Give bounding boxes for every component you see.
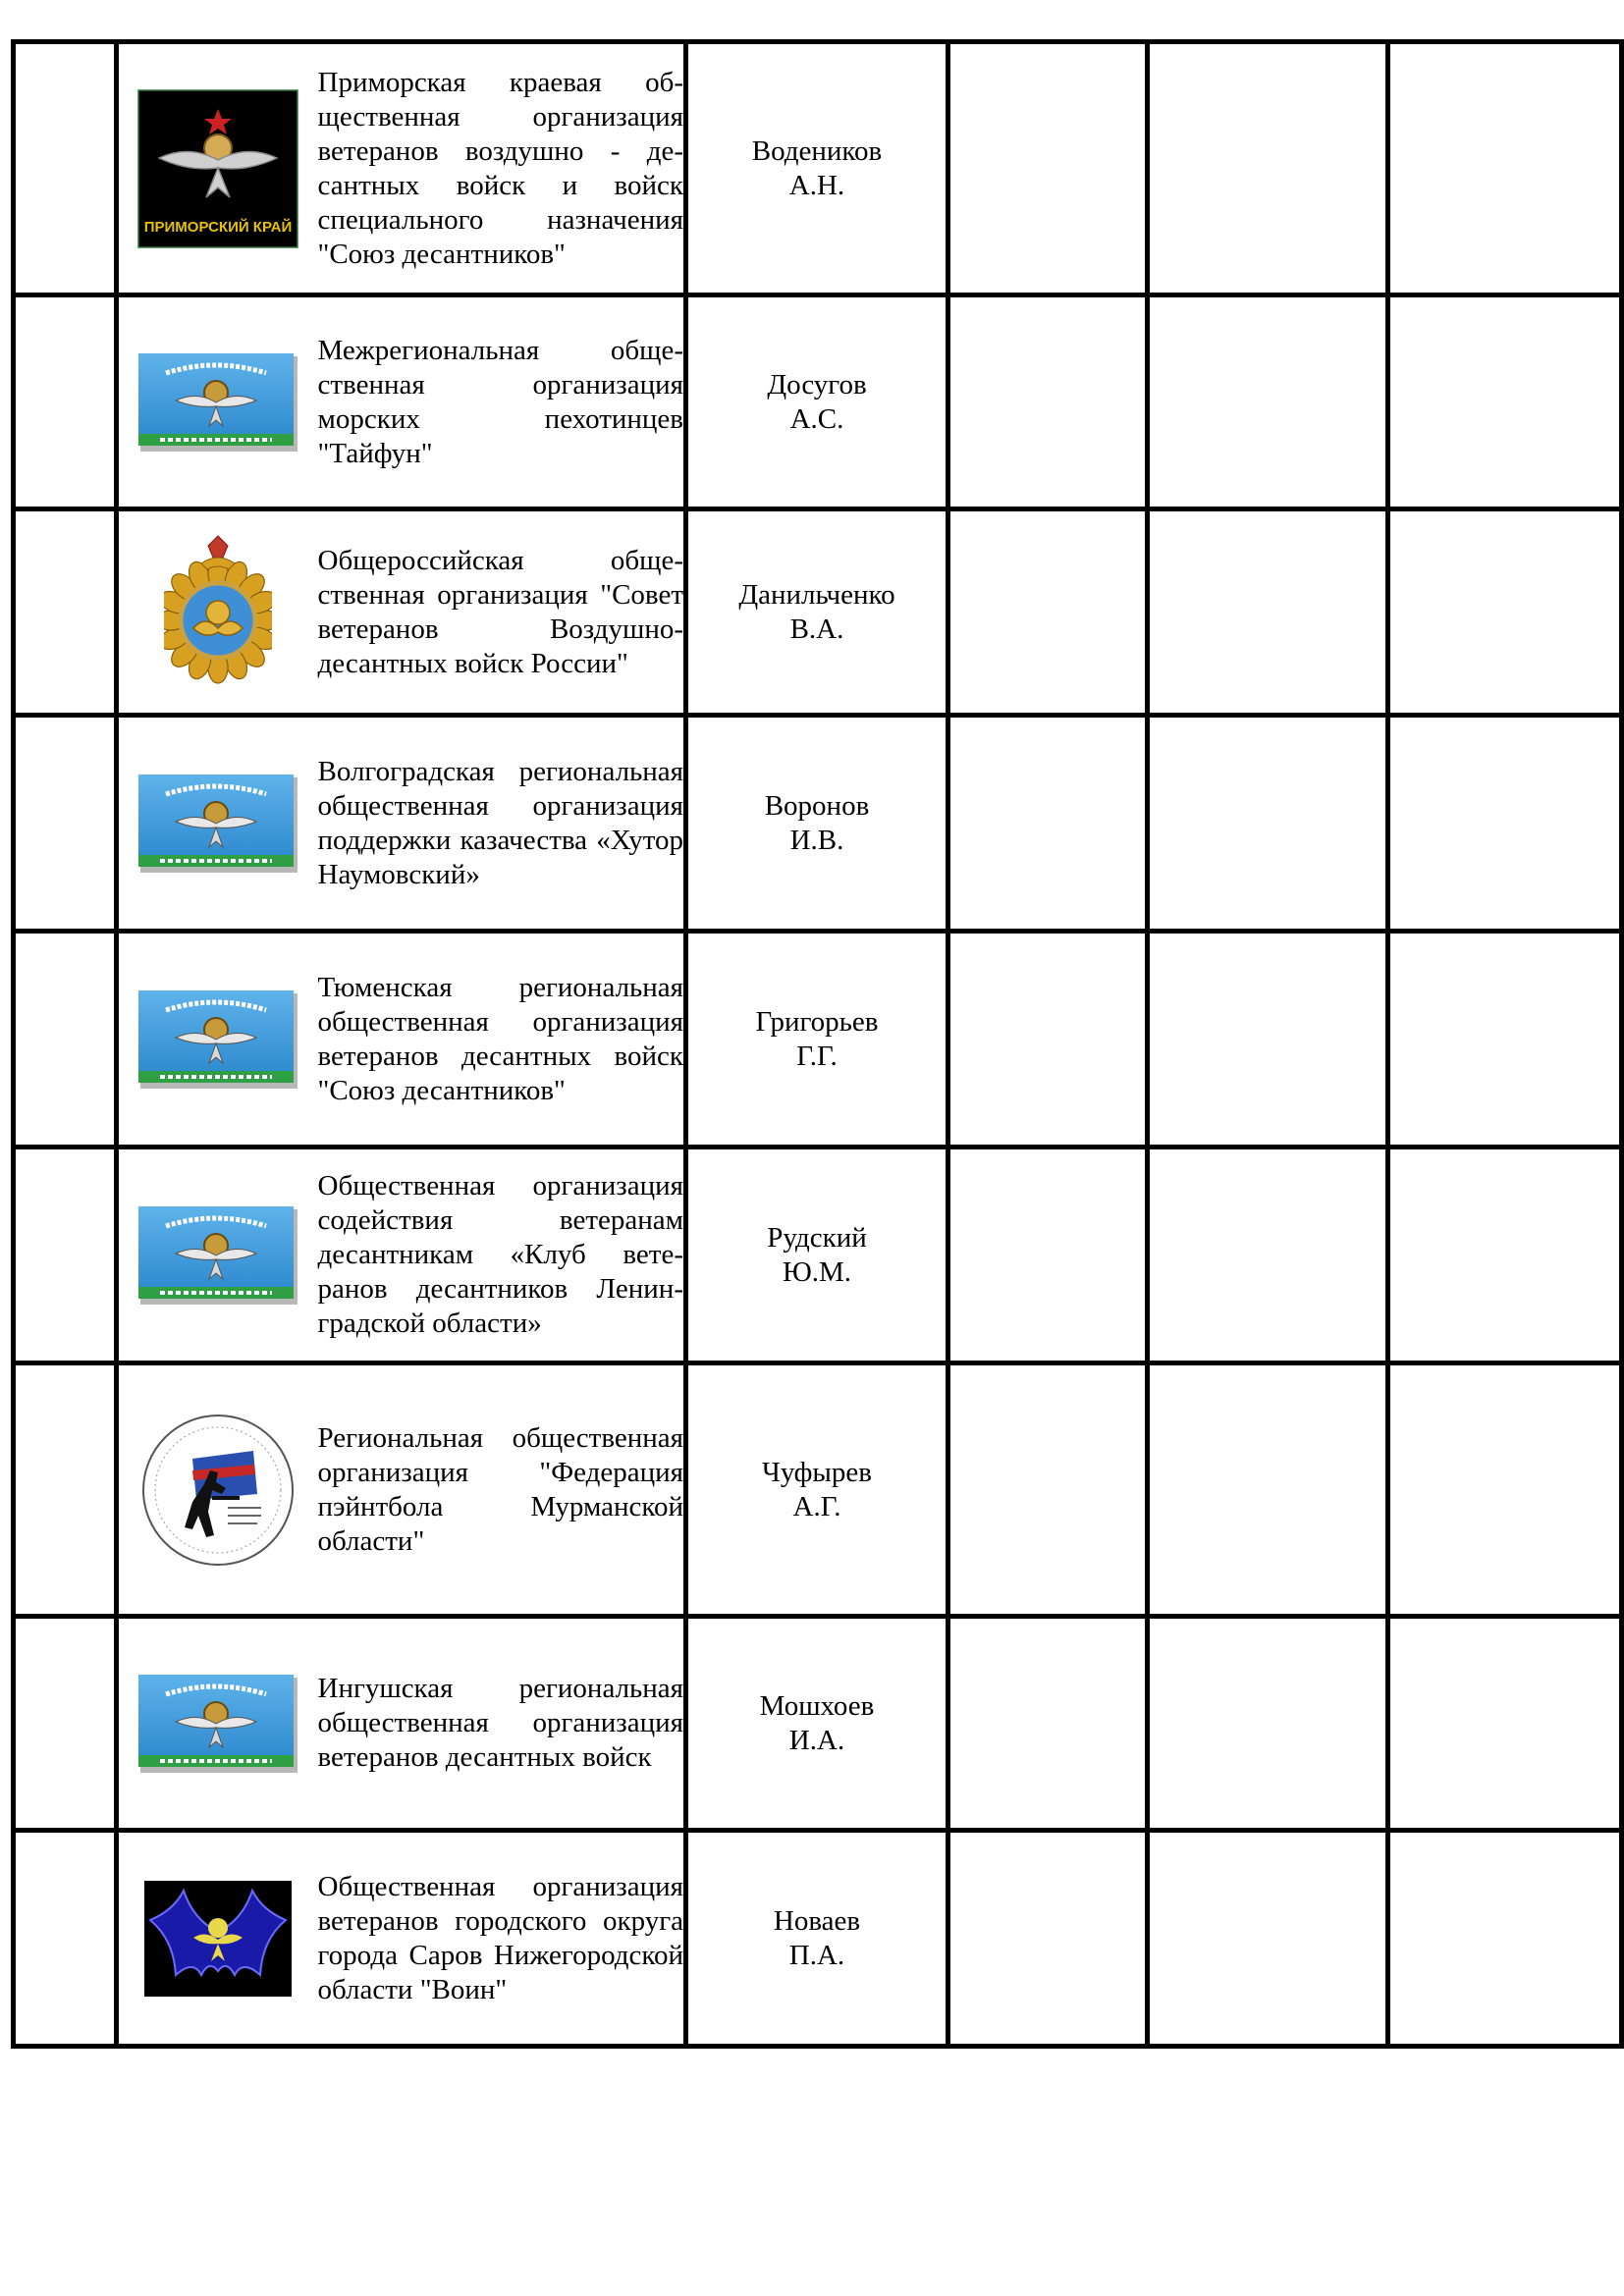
table-row xyxy=(14,295,1622,509)
organization-name: Общественная организация содействия ветеранам десантникам «Клуб ветеранов десантников Ленинградской области» xyxy=(317,1170,683,1339)
head-name-cell xyxy=(686,509,948,716)
table-row xyxy=(14,1148,1622,1363)
logo-cell xyxy=(117,509,318,716)
head-surname: Воронов xyxy=(764,789,870,822)
head-initials: И.В. xyxy=(789,824,844,856)
organization-name-cell xyxy=(318,509,686,716)
head-initials: А.Г. xyxy=(792,1490,841,1522)
table-row xyxy=(14,1363,1622,1617)
primorye-paratroopers-emblem-icon xyxy=(137,89,298,248)
head-initials: И.А. xyxy=(788,1724,845,1756)
organization-name-cell xyxy=(318,1148,686,1363)
head-initials: Ю.М. xyxy=(782,1255,852,1288)
organization-name-cell xyxy=(318,1617,686,1831)
extra-cell-3 xyxy=(1388,1363,1622,1617)
head-name-cell xyxy=(686,295,948,509)
vdv-flag-icon xyxy=(138,353,298,452)
organization-name: Ингушская региональная общественная организация ветеранов десантных войск xyxy=(317,1673,683,1773)
table-row xyxy=(14,509,1622,716)
organization-name: Тюменская региональная общественная организация ветеранов десантных войск "Союз десантников" xyxy=(317,971,683,1106)
row-number-cell xyxy=(14,932,117,1148)
extra-cell-1 xyxy=(948,295,1148,509)
organization-name: Волгоградская региональная общественная организация поддержки казачества «Хутор Наумовский» xyxy=(317,755,683,890)
organization-logo xyxy=(138,1206,298,1305)
organization-logo xyxy=(144,1881,292,1997)
organization-name: Приморская краевая общественная организация ветеранов воздушно - десантных войск и войск специального назначения "Союз десантников" xyxy=(317,66,683,270)
organization-logo xyxy=(138,774,298,873)
extra-cell-3 xyxy=(1388,42,1622,295)
vdv-flag-icon xyxy=(138,1206,298,1305)
row-number-cell xyxy=(14,1831,117,2047)
head-surname: Чуфырев xyxy=(762,1456,872,1488)
extra-cell-3 xyxy=(1388,1831,1622,2047)
organization-name-cell xyxy=(318,42,686,295)
organization-name: Общероссийская общественная организация "Совет ветеранов Воздушно-десантных войск России" xyxy=(317,544,683,679)
extra-cell-2 xyxy=(1148,1617,1388,1831)
extra-cell-2 xyxy=(1148,1831,1388,2047)
table-row xyxy=(14,932,1622,1148)
head-name-cell xyxy=(686,716,948,932)
logo-cell xyxy=(117,1148,318,1363)
head-surname: Григорьев xyxy=(755,1005,879,1038)
vdv-flag-icon xyxy=(138,990,298,1089)
head-initials: П.А. xyxy=(788,1939,845,1971)
head-surname: Данильченко xyxy=(738,578,895,611)
organization-name-cell xyxy=(318,1363,686,1617)
extra-cell-3 xyxy=(1388,509,1622,716)
extra-cell-1 xyxy=(948,1831,1148,2047)
extra-cell-1 xyxy=(948,932,1148,1148)
extra-cell-1 xyxy=(948,509,1148,716)
organization-name-cell xyxy=(318,932,686,1148)
table-row xyxy=(14,716,1622,932)
vdv-flag-icon xyxy=(138,774,298,873)
logo-cell xyxy=(117,932,318,1148)
logo-cell xyxy=(117,716,318,932)
extra-cell-2 xyxy=(1148,716,1388,932)
bat-emblem-icon xyxy=(144,1881,292,1997)
extra-cell-1 xyxy=(948,1363,1148,1617)
row-number-cell xyxy=(14,42,117,295)
row-number-cell xyxy=(14,1363,117,1617)
head-surname: Новаев xyxy=(773,1904,861,1937)
head-name-cell xyxy=(686,42,948,295)
organization-name-cell xyxy=(318,1831,686,2047)
head-name-cell xyxy=(686,1831,948,2047)
head-name-cell xyxy=(686,1363,948,1617)
extra-cell-3 xyxy=(1388,932,1622,1148)
head-name-cell xyxy=(686,1617,948,1831)
extra-cell-2 xyxy=(1148,509,1388,716)
organization-logo xyxy=(138,353,298,452)
organization-logo xyxy=(137,89,298,248)
organization-logo xyxy=(137,1410,298,1571)
head-name xyxy=(688,134,946,203)
head-initials: Г.Г. xyxy=(796,1040,838,1072)
logo-cell xyxy=(117,1617,318,1831)
head-name xyxy=(688,789,946,858)
head-surname: Водеников xyxy=(751,134,883,167)
logo-cell xyxy=(117,1831,318,2047)
organization-logo xyxy=(164,534,272,691)
logo-cell xyxy=(117,1363,318,1617)
logo-cell xyxy=(117,42,318,295)
head-name-cell xyxy=(686,932,948,1148)
row-number-cell xyxy=(14,1148,117,1363)
row-number-cell xyxy=(14,295,117,509)
row-number-cell xyxy=(14,509,117,716)
extra-cell-1 xyxy=(948,42,1148,295)
extra-cell-1 xyxy=(948,1617,1148,1831)
head-name xyxy=(688,1456,946,1524)
head-initials: В.А. xyxy=(789,613,844,645)
primorye-caption: ПРИМОРСКИЙ КРАЙ xyxy=(143,218,293,236)
extra-cell-2 xyxy=(1148,42,1388,295)
head-name xyxy=(688,1221,946,1290)
head-initials: А.Н. xyxy=(788,169,845,201)
extra-cell-2 xyxy=(1148,1363,1388,1617)
head-initials: А.С. xyxy=(789,402,844,435)
extra-cell-2 xyxy=(1148,1148,1388,1363)
head-surname: Досугов xyxy=(767,368,867,400)
extra-cell-1 xyxy=(948,716,1148,932)
head-name xyxy=(688,368,946,437)
organization-name: Общественная организация ветеранов городского округа города Саров Нижегородской области "Воин" xyxy=(317,1870,683,2005)
organization-logo xyxy=(138,1675,298,1773)
organization-name-cell xyxy=(318,295,686,509)
organization-name-cell xyxy=(318,716,686,932)
head-name-cell xyxy=(686,1148,948,1363)
head-surname: Рудский xyxy=(767,1221,867,1254)
extra-cell-3 xyxy=(1388,1148,1622,1363)
table-row xyxy=(14,1617,1622,1831)
organizations-table xyxy=(11,39,1624,2049)
head-name xyxy=(688,578,946,647)
extra-cell-3 xyxy=(1388,295,1622,509)
organization-name: Межрегиональная общественная организация морских пехотинцев "Тайфун" xyxy=(317,334,683,469)
table-row xyxy=(14,42,1622,295)
vdv-veterans-emblem-icon xyxy=(164,534,272,691)
head-name xyxy=(688,1689,946,1758)
row-number-cell xyxy=(14,1617,117,1831)
head-surname: Мошхоев xyxy=(759,1689,875,1722)
extra-cell-3 xyxy=(1388,716,1622,932)
head-name xyxy=(688,1005,946,1074)
organization-name: Региональная общественная организация "Федерация пэйнтбола Мурманской области" xyxy=(317,1421,683,1557)
vdv-flag-icon xyxy=(138,1675,298,1773)
organization-logo xyxy=(138,990,298,1089)
table-row xyxy=(14,1831,1622,2047)
head-name xyxy=(688,1904,946,1973)
row-number-cell xyxy=(14,716,117,932)
extra-cell-2 xyxy=(1148,932,1388,1148)
logo-cell xyxy=(117,295,318,509)
paintball-federation-seal-icon xyxy=(137,1410,298,1571)
extra-cell-1 xyxy=(948,1148,1148,1363)
extra-cell-2 xyxy=(1148,295,1388,509)
extra-cell-3 xyxy=(1388,1617,1622,1831)
table-body xyxy=(14,42,1622,2047)
